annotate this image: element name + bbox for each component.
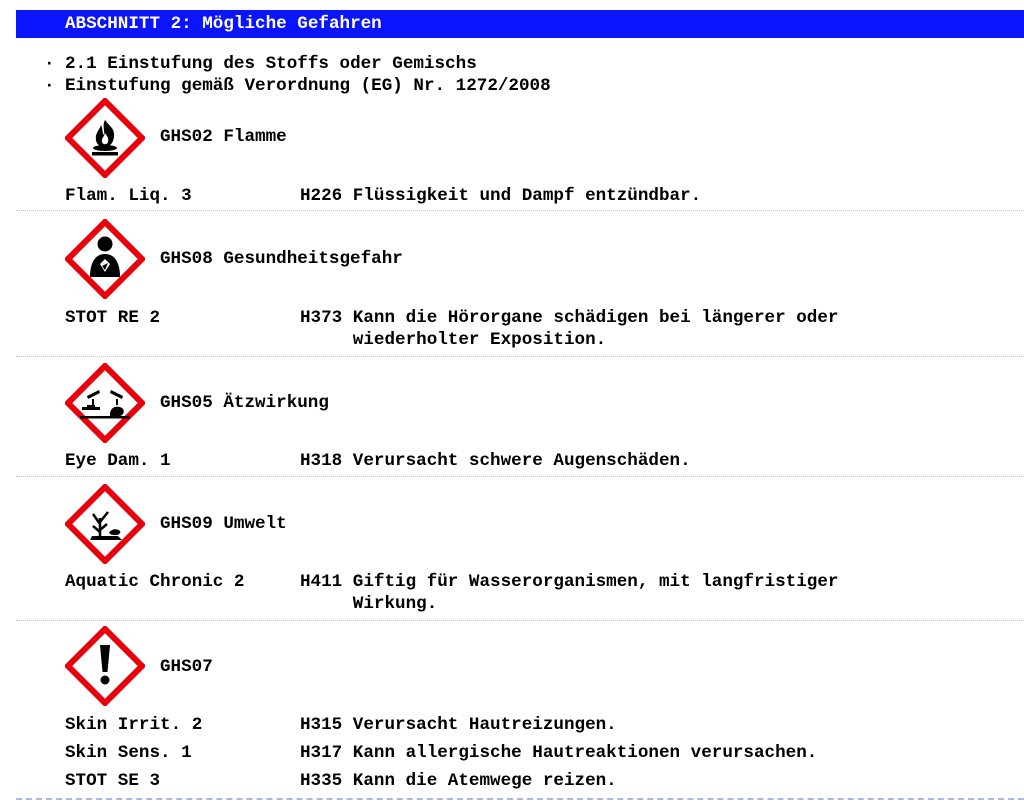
exclamation-mark-icon bbox=[65, 626, 145, 706]
classification-skin-sens: Skin Sens. 1 bbox=[65, 743, 192, 763]
bullet-2: · bbox=[44, 76, 55, 96]
classification-aquatic-chronic: Aquatic Chronic 2 bbox=[65, 572, 245, 592]
bullet-1: · bbox=[44, 54, 55, 74]
page-bottom-border bbox=[16, 798, 1024, 800]
pictogram-label-ghs05: GHS05 Ätzwirkung bbox=[160, 393, 329, 413]
separator bbox=[16, 210, 1024, 211]
section-header: ABSCHNITT 2: Mögliche Gefahren bbox=[16, 10, 1024, 38]
separator bbox=[16, 620, 1024, 621]
hazard-statement-h411: H411 Giftig für Wasserorganismen, mit langfristiger Wirkung. bbox=[300, 572, 839, 614]
flame-icon bbox=[65, 98, 145, 178]
classification-stot-re: STOT RE 2 bbox=[65, 308, 161, 328]
hazard-statement-h226: H226 Flüssigkeit und Dampf entzündbar. bbox=[300, 186, 702, 206]
classification-stot-se: STOT SE 3 bbox=[65, 771, 161, 791]
pictogram-label-ghs09: GHS09 Umwelt bbox=[160, 514, 287, 534]
hazard-statement-h373: H373 Kann die Hörorgane schädigen bei längerer oder wiederholter Exposition. bbox=[300, 308, 839, 350]
subsection-title: 2.1 Einstufung des Stoffs oder Gemischs bbox=[65, 54, 477, 74]
separator bbox=[16, 356, 1024, 357]
classification-flam-liq: Flam. Liq. 3 bbox=[65, 186, 192, 206]
hazard-statement-h335: H335 Kann die Atemwege reizen. bbox=[300, 771, 617, 791]
pictogram-label-ghs07: GHS07 bbox=[160, 657, 213, 677]
pictogram-label-ghs02: GHS02 Flamme bbox=[160, 127, 287, 147]
regulation-title: Einstufung gemäß Verordnung (EG) Nr. 1272/2008 bbox=[65, 76, 551, 96]
hazard-statement-h315: H315 Verursacht Hautreizungen. bbox=[300, 715, 617, 735]
health-hazard-icon bbox=[65, 219, 145, 299]
classification-eye-dam: Eye Dam. 1 bbox=[65, 451, 171, 471]
classification-skin-irrit: Skin Irrit. 2 bbox=[65, 715, 203, 735]
hazard-statement-h317: H317 Kann allergische Hautreaktionen verursachen. bbox=[300, 743, 818, 763]
separator bbox=[16, 476, 1024, 477]
hazard-statement-h318: H318 Verursacht schwere Augenschäden. bbox=[300, 451, 691, 471]
corrosion-icon bbox=[65, 363, 145, 443]
environment-icon bbox=[65, 484, 145, 564]
pictogram-label-ghs08: GHS08 Gesundheitsgefahr bbox=[160, 249, 403, 269]
